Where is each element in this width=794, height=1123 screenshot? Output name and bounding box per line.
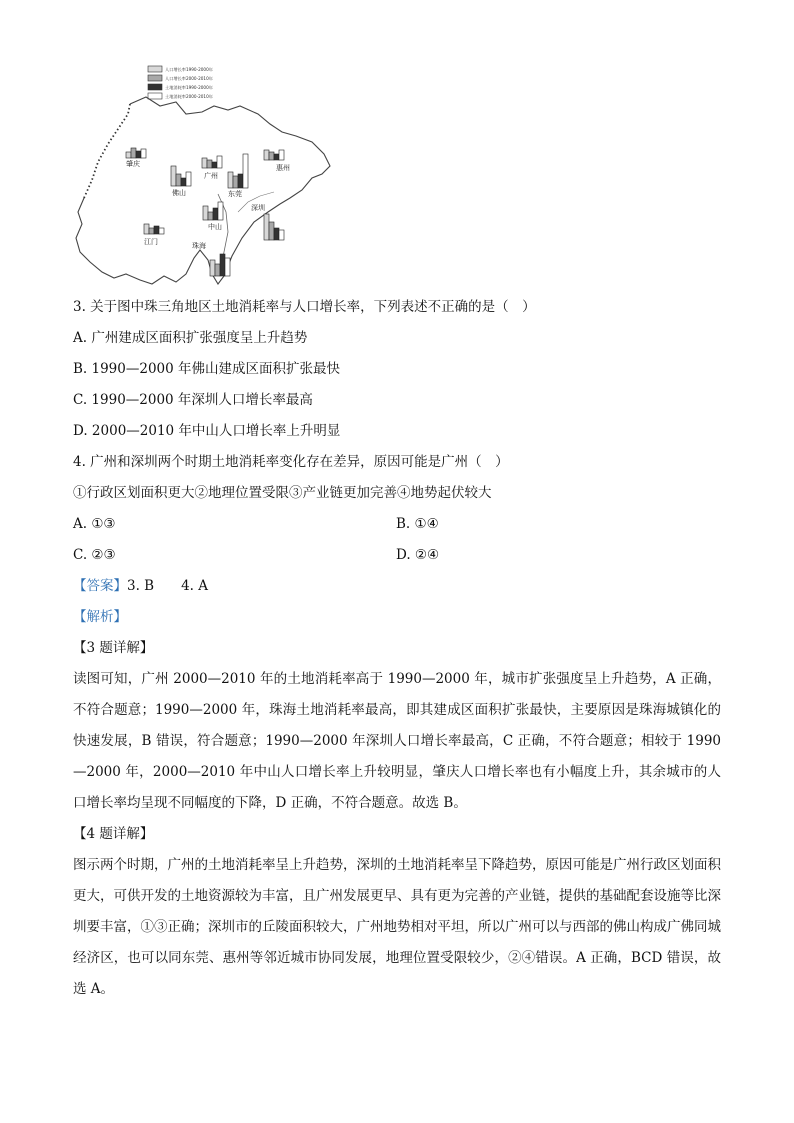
city-label: 中山 [208,223,222,231]
bars-jiangmen [144,224,164,234]
city-label: 东莞 [228,190,242,198]
detail-4-body: 图示两个时期，广州的土地消耗率呈上升趋势，深圳的土地消耗率呈下降趋势，原因可能是广州行政区划面积更大，可供开发的土地资源较为丰富，且广州发展更早、具有更为完善的产业链，提供的基础配套设施等比深圳要丰富，①③正确；深圳市的丘陵面积较大，广州地势相对平坦，所以广州可以与西部的佛山构成广佛同城经济区，也可以同东莞、惠州等邻近城市协同发展，地理位置受限较少，②④错误。A 正确，BCD 错误，故选 A。 [73,857,721,997]
question-4-stem: 4. 广州和深圳两个时期土地消耗率变化存在差异，原因可能是广州（ ） [73,454,509,470]
q4-option-a: A. ①③ [73,516,116,532]
city-label: 惠州 [276,164,290,172]
city-label: 珠海 [192,242,206,250]
region-outline [76,97,330,284]
city-label: 深圳 [251,204,265,212]
answer-line [73,576,208,596]
q3-option-d: D. 2000—2010 年中山人口增长率上升明显 [73,423,341,439]
city-label: 江门 [144,238,158,246]
region-outline-dotted [84,104,130,198]
bars-huizhou [264,150,284,160]
city-label: 佛山 [172,189,186,197]
q3-option-c: C. 1990—2000 年深圳人口增长率最高 [73,392,313,408]
bars-guangzhou [202,156,222,168]
city-label: 广州 [204,172,218,180]
bars-zhuhai [210,254,230,276]
q4-option-c: C. ②③ [73,547,116,563]
q4-option-b: B. ①④ [396,516,439,532]
analysis-label: 【解析】 [73,609,127,625]
legend-label: 土地消耗率1990-2000年 [165,85,213,90]
q4-option-d: D. ②④ [396,547,440,563]
legend-label: 人口增长率2000-2010年 [165,76,213,81]
city-label: 肇庆 [126,160,140,168]
legend-label: 人口增长率1990-2000年 [165,67,213,72]
answer-label: 【答案】 [73,578,127,594]
bars-dongguan [228,154,248,188]
question-3-stem: 3. 关于图中珠三角地区土地消耗率与人口增长率，下列表述不正确的是（ ） [73,299,536,315]
q3-option-a: A. 广州建成区面积扩张强度呈上升趋势 [73,330,308,346]
detail-3-title: 【3 题详解】 [73,640,154,656]
bars-foshan [171,166,191,186]
legend-label: 土地消耗率2000-2010年 [165,94,213,99]
bars-zhaoqing [126,148,146,158]
detail-4-title: 【4 题详解】 [73,826,154,842]
map-legend [148,66,213,100]
q4-items: ①行政区划面积更大②地理位置受限③产业链更加完善④地势起伏较大 [73,485,492,501]
bars-shenzhen [264,214,284,240]
detail-3-body: 读图可知，广州 2000—2010 年的土地消耗率高于 1990—2000 年，城市扩张强度呈上升趋势，A 正确，不符合题意；1990—2000 年，珠海土地消耗率最高，即其建成区面积扩张最快，主要原因是珠海城镇化的快速发展，B 错误，符合题意；1990—2000 年深圳人口增长率最高，C 正确，不符合题意；相较于 1990—2000 年，2000—2010 年中山人口增长率上升较明显，肇庆人口增长率也有小幅度上升，其余城市的人口增长率均呈现不同幅度的下降，D 正确，不符合题意。故选 B。 [73,671,721,811]
pearl-river-delta-map [68,62,338,287]
answer-text: 3. B 4. A [127,578,209,594]
q3-option-b: B. 1990—2000 年佛山建成区面积扩张最快 [73,361,341,377]
bars-zhongshan [203,202,223,220]
